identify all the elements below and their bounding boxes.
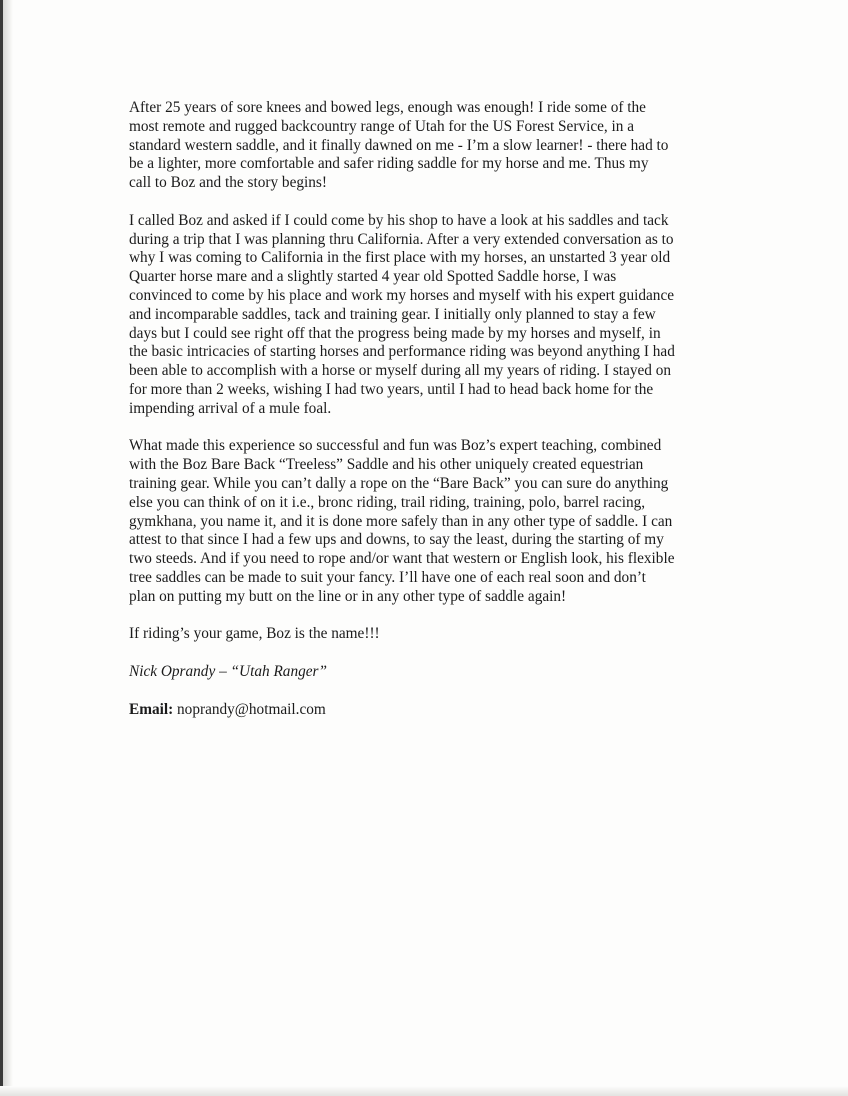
scan-bottom-shadow — [0, 1086, 848, 1096]
text-line: attest to that since I had a few ups and downs, to say the least, during the starting of my — [129, 531, 664, 549]
text-line: call to Boz and the story begins! — [129, 174, 327, 192]
text-line: plan on putting my butt on the line or in any other type of saddle again! — [129, 587, 567, 605]
text-line: I called Boz and asked if I could come by his shop to have a look at his saddles and tack — [129, 211, 669, 229]
text-line: standard western saddle, and it finally dawned on me - I’m a slow learner! - there had to — [129, 136, 669, 154]
text-line: convinced to come by his place and work my horses and myself with his expert guidance — [129, 286, 675, 304]
email-address: noprandy@hotmail.com — [177, 700, 326, 718]
text-line: What made this experience so successful and fun was Boz’s expert teaching, combined — [129, 437, 662, 455]
text-line: been able to accomplish with a horse or myself during all my years of riding. I stayed on — [129, 362, 672, 380]
text-line: with the Boz Bare Back “Treeless” Saddle and his other uniquely created equestrian — [129, 456, 644, 474]
paragraph-intro — [129, 99, 729, 193]
text-line: for more than 2 weeks, wishing I had two years, until I had to head back home for the — [129, 380, 654, 398]
text-line: After 25 years of sore knees and bowed legs, enough was enough! I ride some of the — [129, 99, 646, 116]
letter-body — [129, 99, 729, 738]
signature — [129, 663, 729, 682]
text-line: most remote and rugged backcountry range of Utah for the US Forest Service, in a — [129, 117, 635, 135]
signature-text: Nick Oprandy – “Utah Ranger” — [129, 662, 328, 680]
text-line: the basic intricacies of starting horses and performance riding was beyond anything I had — [129, 343, 675, 361]
paragraph-visit — [129, 212, 729, 419]
text-line: tree saddles can be made to suit your fancy. I’ll have one of each real soon and don’t — [129, 568, 646, 586]
text-line: Quarter horse mare and a slightly started 4 year old Spotted Saddle horse, I was — [129, 268, 617, 286]
paragraph-experience — [129, 437, 729, 606]
email-line — [129, 701, 729, 720]
text-line: and incomparable saddles, tack and training gear. I initially only planned to stay a few — [129, 305, 656, 323]
text-line: impending arrival of a mule foal. — [129, 399, 332, 417]
text-line: else you can think of on it i.e., bronc riding, trail riding, training, polo, barrel racing, — [129, 493, 646, 511]
text-line: two steeds. And if you need to rope and/or want that western or English look, his flexible — [129, 550, 675, 568]
paragraph-closing — [129, 625, 729, 644]
email-label: Email: — [129, 700, 174, 718]
text-line: during a trip that I was planning thru California. After a very extended conversation as to — [129, 230, 674, 248]
text-line: training gear. While you can’t dally a rope on the “Bare Back” you can sure do anything — [129, 474, 669, 492]
text-line: be a lighter, more comfortable and safer riding saddle for my horse and me. Thus my — [129, 155, 649, 173]
text-line: days but I could see right off that the progress being made by my horses and myself, in — [129, 324, 661, 342]
text-line: If riding’s your game, Boz is the name!!! — [129, 625, 380, 643]
text-line: gymkhana, you name it, and it is done more safely than in any other type of saddle. I can — [129, 512, 673, 530]
text-line: why I was coming to California in the first place with my horses, an unstarted 3 year old — [129, 249, 671, 267]
scan-left-shadow — [3, 0, 13, 1096]
